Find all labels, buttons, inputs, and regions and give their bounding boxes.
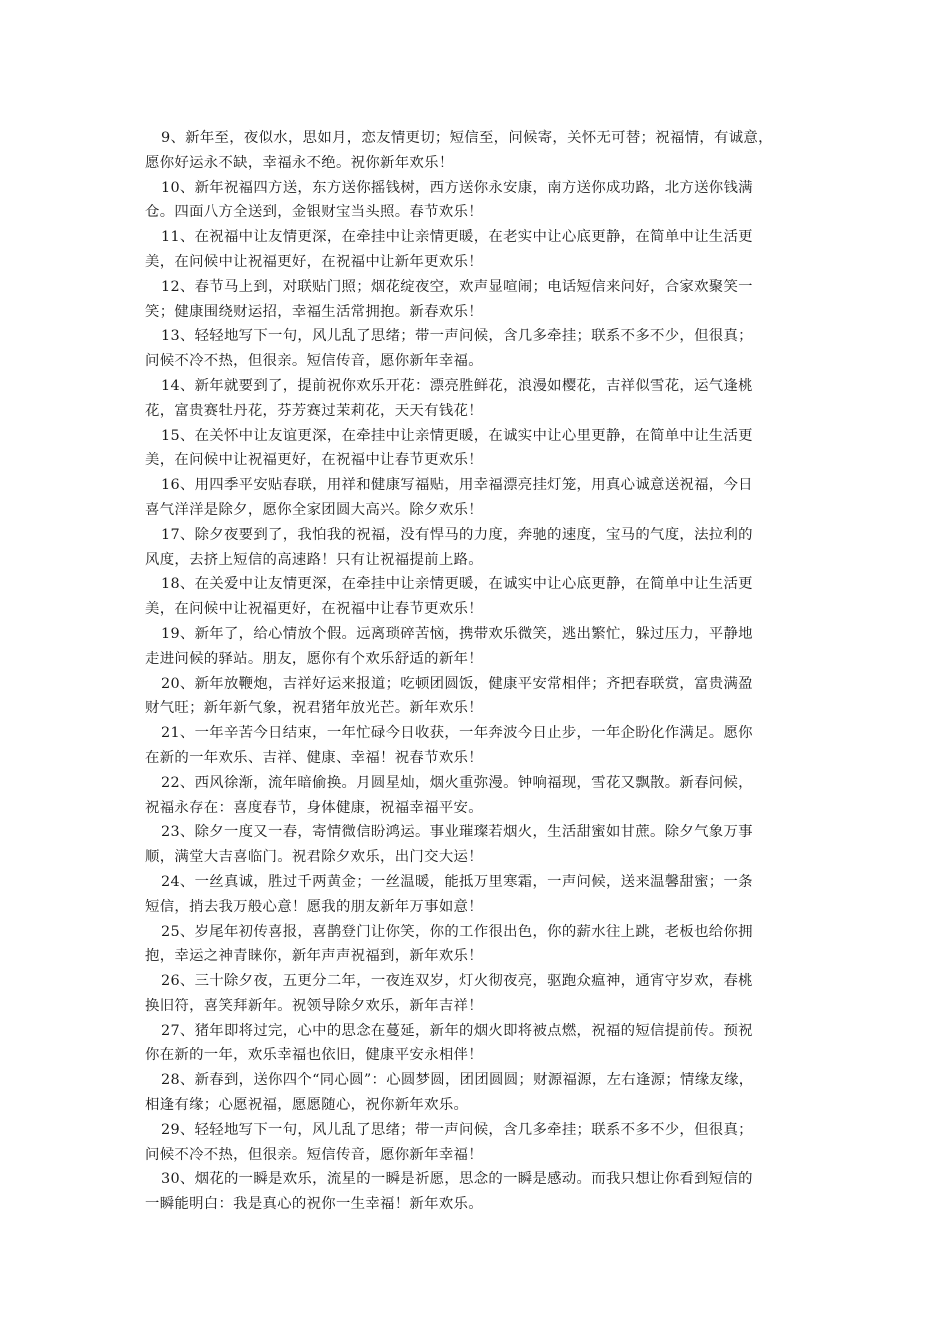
paragraph-line: 美，在问候中让祝福更好，在祝福中让新年更欢乐！ bbox=[145, 253, 483, 270]
paragraph-line: 顺，满堂大吉喜临门。祝君除夕欢乐，出门交大运！ bbox=[145, 849, 483, 866]
paragraph-line: 愿你好运永不缺，幸福永不绝。祝你新年欢乐！ bbox=[145, 154, 454, 171]
paragraph-line: 相逢有缘；心愿祝福，愿愿随心，祝你新年欢乐。 bbox=[145, 1097, 469, 1114]
paragraph-line: 花，富贵赛牡丹花，芬芳赛过茉莉花，天天有钱花！ bbox=[145, 402, 483, 419]
paragraph-line: 问候不冷不热，但很亲。短信传音，愿你新年幸福！ bbox=[145, 1146, 483, 1163]
paragraph-line: 14、新年就要到了，提前祝你欢乐开花：漂亮胜鲜花，浪漫如樱花，吉祥似雪花，运气逢桃 bbox=[161, 377, 753, 394]
greeting-paragraph bbox=[145, 324, 807, 374]
paragraph-line: 抱，幸运之神青睐你，新年声声祝福到，新年欢乐！ bbox=[145, 948, 483, 965]
paragraph-line: 20、新年放鞭炮，吉祥好运来报道；吃顿团圆饭，健康平安常相伴；齐把春联赏，富贵满盈 bbox=[161, 675, 753, 692]
greeting-paragraph bbox=[145, 275, 807, 325]
greeting-paragraph bbox=[145, 721, 807, 771]
paragraph-line: 17、除夕夜要到了，我怕我的祝福，没有悍马的力度，奔驰的速度，宝马的气度，法拉利的 bbox=[161, 526, 753, 543]
paragraph-line: 29、轻轻地写下一句，风儿乱了思绪；带一声问候，含几多牵挂；联系不多不少，但很真； bbox=[161, 1121, 753, 1138]
paragraph-line: 24、一丝真诚，胜过千两黄金；一丝温暖，能抵万里寒霜，一声问候，送来温馨甜蜜；一条 bbox=[161, 873, 753, 890]
greeting-paragraph bbox=[145, 126, 807, 176]
paragraph-line: 你在新的一年，欢乐幸福也依旧，健康平安永相伴！ bbox=[145, 1047, 483, 1064]
paragraph-line: 走进问候的驿站。朋友，愿你有个欢乐舒适的新年！ bbox=[145, 650, 483, 667]
greeting-paragraph bbox=[145, 1167, 807, 1217]
paragraph-line: 16、用四季平安贴春联，用祥和健康写福贴，用幸福漂亮挂灯笼，用真心诚意送祝福，今日 bbox=[161, 477, 753, 494]
greeting-paragraph bbox=[145, 176, 807, 226]
paragraph-line: 27、猪年即将过完，心中的思念在蔓延，新年的烟火即将被点燃，祝福的短信提前传。预祝 bbox=[161, 1022, 753, 1039]
greeting-paragraph bbox=[145, 424, 807, 474]
paragraph-line: 21、一年辛苦今日结束，一年忙碌今日收获，一年奔波今日止步，一年企盼化作满足。愿你 bbox=[161, 725, 753, 742]
greeting-paragraph bbox=[145, 1118, 807, 1168]
paragraph-line: 13、轻轻地写下一句，风儿乱了思绪；带一声问候，含几多牵挂；联系不多不少，但很真； bbox=[161, 328, 753, 345]
greeting-paragraph bbox=[145, 572, 807, 622]
paragraph-line: 在新的一年欢乐、吉祥、健康、幸福！祝春节欢乐！ bbox=[145, 749, 483, 766]
paragraph-line: 短信，捎去我万般心意！愿我的朋友新年万事如意！ bbox=[145, 898, 483, 915]
paragraph-line: 12、春节马上到，对联贴门照；烟花绽夜空，欢声显喧闹；电话短信来问好，合家欢聚笑一 bbox=[161, 278, 753, 295]
paragraph-line: 28、新春到，送你四个“同心圆”：心圆梦圆，团团圆圆；财源福源，左右逢源；情缘友缘， bbox=[161, 1072, 754, 1089]
greeting-paragraph bbox=[145, 920, 807, 970]
paragraph-line: 26、三十除夕夜，五更分二年，一夜连双岁，灯火彻夜亮，驱跑众瘟神，通宵守岁欢，春桃 bbox=[161, 973, 753, 990]
paragraph-line: 22、西风徐渐，流年暗偷换。月圆星灿，烟火重弥漫。钟响福现，雪花又飘散。新春问候， bbox=[161, 774, 753, 791]
greeting-paragraph bbox=[145, 820, 807, 870]
paragraph-line: 11、在祝福中让友情更深，在牵挂中让亲情更暖，在老实中让心底更静，在简单中让生活更 bbox=[161, 229, 753, 246]
paragraph-line: 美，在问候中让祝福更好，在祝福中让春节更欢乐！ bbox=[145, 601, 483, 618]
paragraph-line: 仓。四面八方全送到，金银财宝当头照。春节欢乐！ bbox=[145, 204, 483, 221]
greeting-paragraph bbox=[145, 374, 807, 424]
paragraph-line: 10、新年祝福四方送，东方送你摇钱树，西方送你永安康，南方送你成功路，北方送你钱满 bbox=[161, 179, 753, 196]
greeting-paragraph bbox=[145, 523, 807, 573]
paragraph-line: 风度，去挤上短信的高速路！只有让祝福提前上路。 bbox=[145, 551, 483, 568]
paragraph-line: 23、除夕一度又一春，寄情微信盼鸿运。事业璀璨若烟火，生活甜蜜如甘蔗。除夕气象万事 bbox=[161, 824, 753, 841]
paragraph-line: 一瞬能明白：我是真心的祝你一生幸福！新年欢乐。 bbox=[145, 1196, 483, 1213]
paragraph-line: 问候不冷不热，但很亲。短信传音，愿你新年幸福。 bbox=[145, 353, 483, 370]
greeting-paragraph bbox=[145, 672, 807, 722]
paragraph-line: 美，在问候中让祝福更好，在祝福中让春节更欢乐！ bbox=[145, 452, 483, 469]
paragraph-line: 笑；健康围绕财运招，幸福生活常拥抱。新春欢乐！ bbox=[145, 303, 483, 320]
paragraph-line: 财气旺；新年新气象，祝君猪年放光芒。新年欢乐！ bbox=[145, 700, 483, 717]
document-body bbox=[145, 126, 807, 1217]
greeting-paragraph bbox=[145, 1068, 807, 1118]
paragraph-line: 25、岁尾年初传喜报，喜鹊登门让你笑，你的工作很出色，你的薪水往上跳，老板也给你拥 bbox=[161, 923, 753, 940]
paragraph-line: 喜气洋洋是除夕，愿你全家团圆大高兴。除夕欢乐！ bbox=[145, 501, 483, 518]
greeting-paragraph bbox=[145, 473, 807, 523]
paragraph-line: 9、新年至，夜似水，思如月，恋友情更切；短信至，问候寄，关怀无可替；祝福情，有诚意， bbox=[161, 130, 773, 146]
paragraph-line: 18、在关爱中让友情更深，在牵挂中让亲情更暖，在诚实中让心底更静，在简单中让生活更 bbox=[161, 576, 753, 593]
paragraph-line: 30、烟花的一瞬是欢乐，流星的一瞬是祈愿，思念的一瞬是感动。而我只想让你看到短信的 bbox=[161, 1171, 753, 1188]
greeting-paragraph bbox=[145, 870, 807, 920]
greeting-paragraph bbox=[145, 622, 807, 672]
greeting-paragraph bbox=[145, 969, 807, 1019]
paragraph-line: 祝福永存在：喜度春节，身体健康，祝福幸福平安。 bbox=[145, 799, 483, 816]
paragraph-line: 15、在关怀中让友谊更深，在牵挂中让亲情更暖，在诚实中让心里更静，在简单中让生活更 bbox=[161, 427, 753, 444]
greeting-paragraph bbox=[145, 771, 807, 821]
greeting-paragraph bbox=[145, 225, 807, 275]
paragraph-line: 19、新年了，给心情放个假。远离琐碎苦恼，携带欢乐微笑，逃出繁忙，躲过压力，平静地 bbox=[161, 625, 753, 642]
greeting-paragraph bbox=[145, 1019, 807, 1069]
paragraph-line: 换旧符，喜笑拜新年。祝领导除夕欢乐，新年吉祥！ bbox=[145, 997, 483, 1014]
